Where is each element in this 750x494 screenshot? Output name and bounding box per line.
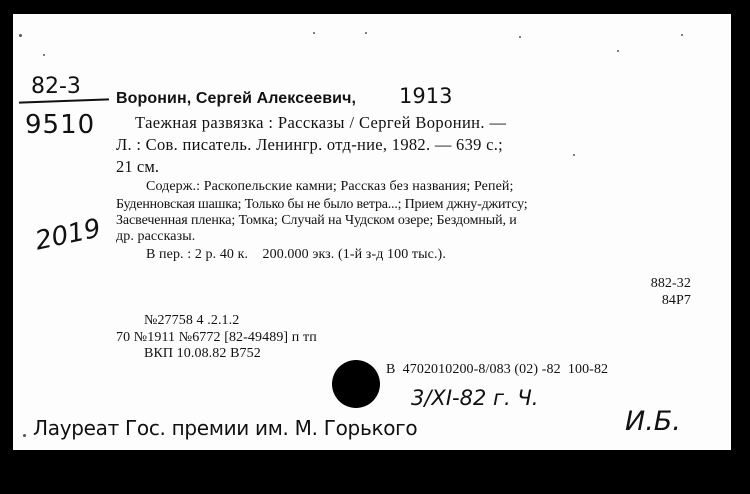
call-number-bottom: 9510 — [25, 110, 96, 140]
footer-initials: И.Б. — [625, 406, 681, 437]
registry-line-1: №27758 4 .2.1.2 — [144, 313, 240, 328]
contents-line-4: др. рассказы. — [116, 229, 196, 244]
isbn-line: В 4702010200-8/083 (02) -82 100-82 — [386, 362, 609, 377]
price-line: В пер. : 2 р. 40 к. 200.000 экз. (1-й з-д 100 тыс.). — [146, 247, 446, 262]
title-line-1: Таежная развязка : Рассказы / Сергей Воронин. — — [135, 113, 507, 132]
punch-hole — [332, 360, 380, 408]
author-name: Воронин, Сергей Алексеевич, — [116, 90, 357, 107]
contents-line-3: Засвеченная пленка; Томка; Случай на Чудском озере; Бездомный, и — [116, 213, 517, 228]
classification-code-1: 882-32 — [650, 276, 691, 291]
handwritten-date: 3/XI-82 г. Ч. — [411, 386, 539, 410]
title-line-2: Л. : Сов. писатель. Ленингр. отд-ние, 1982. — 639 с.; — [116, 135, 504, 154]
registry-line-3: ВКП 10.08.82 В752 — [144, 346, 261, 361]
call-number-rule — [19, 98, 109, 103]
catalog-card — [13, 14, 731, 450]
title-line-3: 21 см. — [116, 157, 160, 176]
author-year: 1913 — [399, 84, 453, 108]
classification-code-2: 84Р7 — [661, 293, 691, 308]
margin-note: 2019 — [32, 213, 104, 257]
footer-note: Лауреат Гос. премии им. М. Горького — [33, 416, 418, 440]
call-number-top: 82-3 — [31, 74, 81, 99]
contents-line-2: Буденновская шашка; Только бы не было ветра...; Прием джну-джитсу; — [116, 197, 528, 212]
contents-line-1: Содерж.: Раскопельские камни; Рассказ без названия; Репей; — [146, 179, 514, 194]
registry-line-2: 70 №1911 №6772 [82-49489] п тп — [116, 330, 317, 345]
